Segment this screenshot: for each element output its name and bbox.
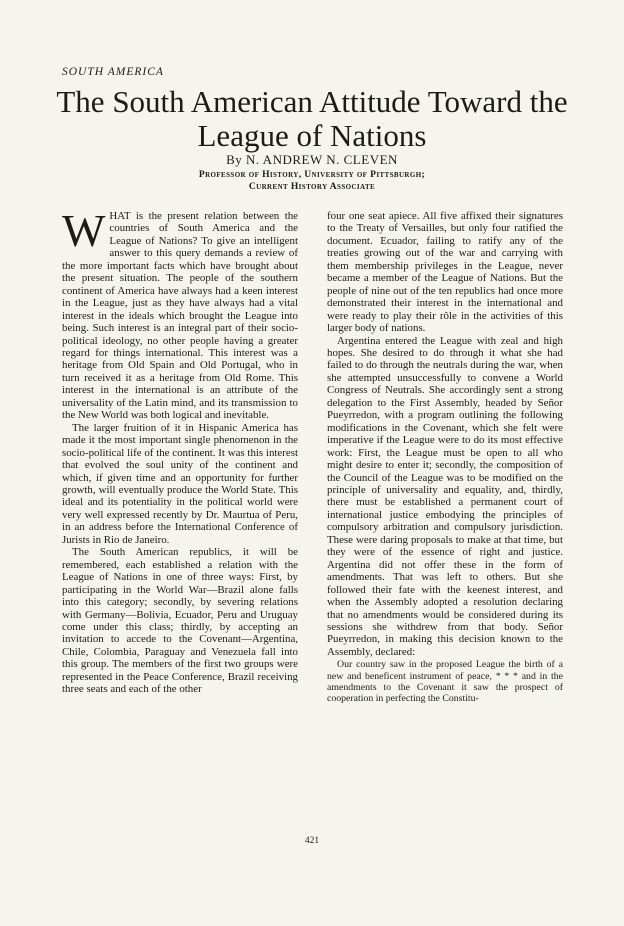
author-affiliation-line-2: Current History Associate bbox=[248, 182, 376, 192]
article-title-line-2: League of Nations bbox=[197, 118, 427, 153]
body-column-right bbox=[327, 210, 563, 704]
page-number: 421 bbox=[304, 836, 320, 846]
author-affiliation-line-1: Professor of History, University of Pittsburgh; bbox=[198, 170, 426, 180]
section-label: SOUTH AMERICA bbox=[62, 66, 164, 78]
body-column-left bbox=[62, 205, 298, 696]
body-paragraph: The larger fruition of it in Hispanic America has made it the most important single phenomenon in the socio-political life of the continent. It was this interest that evolved the soul unity of the continent and which, if given time and an opportunity for further growth, will eventually produce the World State. This ideal and its potentiality in the political world were very well expressed recently by Dr. Maurtua of Peru, in an address before the International Conference of Jurists in Rio de Janeiro. bbox=[62, 421, 298, 546]
body-paragraph: Argentina entered the League with zeal and high hopes. She desired to do through it what she had failed to do through the neutrals during the war, when she attempted unsuccessfully to convene a World Congress of Neutrals. She accordingly sent a strong delegation to the First Assembly, headed by Señor Pueyrredon, with a program outlining the following modifications in the Covenant, which she felt were imperative if the League were to do its most effective work: First, the League must be open to all who might desire to enter it; secondly, the composition of the Council of the League was to be modified on the principle of universality and equality, and, thirdly, there must be established a permanent court of international justice embodying the principles of compulsory arbitration and compulsory jurisdiction. These were daring proposals to make at that time, but they were of the essence of right and justice. Argentina did not offer these in the form of amendments. That was left to others. But she followed their fate with the keenest interest, and when the Assembly adopted a resolution declaring that no amendments would be considered during its sessions she withdrew from that body. Señor Pueyrredon, in making this decision known to the Assembly, declared: bbox=[327, 334, 563, 658]
paragraph-text: HAT is the present relation between the countries of South America and the League of Nations? To give an intelligent answer to this query demands a review of the more important facts which have brought about the present situation. The people of the southern continent of America have always had a keen interest in the League, just as they have always had a vital interest in the ideals which brought the League into being. Such interest is an integral part of their socio-political ideology, no other people having a greater regard for things international. This interest was a heritage from Old Spain and Old Portugal, who in turn received it as a heritage from Old Rome. This interest in the international is an attribute of the universality of the Latin mind, and its transmission to the New World was both logical and inevitable. bbox=[62, 210, 298, 422]
article-title-line-1: The South American Attitude Toward the bbox=[56, 84, 568, 119]
author-byline: By N. ANDREW N. CLEVEN bbox=[226, 152, 398, 167]
body-paragraph: The South American republics, it will be remembered, each established a relation with the League of Nations in one of three ways: First, by participating in the World War—Brazil alone falls into this category; secondly, by severing relations with Germany—Bolivia, Ecuador, Peru and Uruguay come under this class; thirdly, by accepting an invitation to accede to the Covenant—Argentina, Chile, Colombia, Paraguay and Venezuela fall into this group. The members of the first two groups were represented in the Peace Conference, Brazil receiving three seats and each of the other bbox=[62, 546, 298, 696]
block-quote: Our country saw in the proposed League the birth of a new and beneficent instrument of peace, * * * and in the amendments to the Covenant it saw the prospect of cooperation in perfecting the Constitu- bbox=[327, 659, 563, 704]
body-paragraph bbox=[62, 205, 298, 422]
drop-cap: W bbox=[62, 205, 106, 256]
body-paragraph: four one seat apiece. All five affixed their signatures to the Treaty of Versailles, but only four ratified the document. Ecuador, failing to ratify any of the treaties growing out of the war and carrying with them membership privileges in the League, never became a member of the League of Nations. But the people of nine out of the ten republics had once more demonstrated their interest in the international and were ready to play their rôle in the activities of this larger body of nations. bbox=[327, 210, 563, 335]
